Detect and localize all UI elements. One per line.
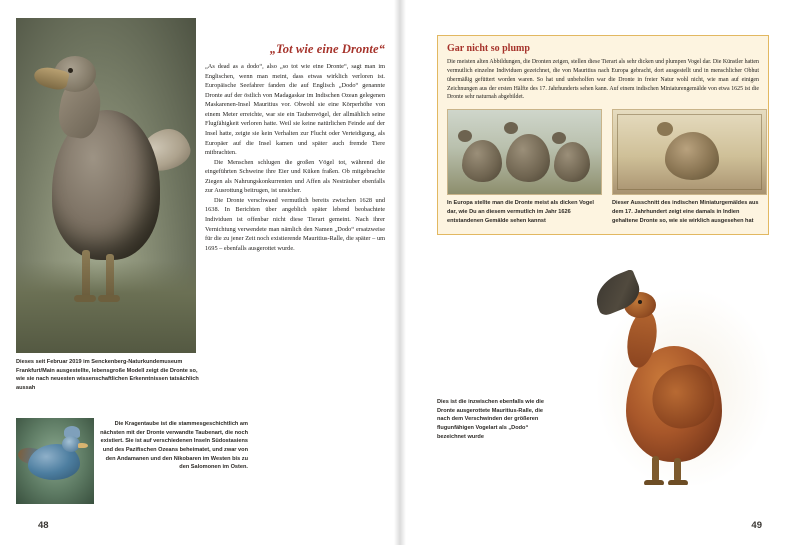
dodo-leg-right-shape (106, 254, 114, 298)
painting-dodo-head-shape (458, 130, 472, 142)
rail-foot-right-shape (668, 480, 688, 485)
infobox-figure (447, 109, 602, 225)
painting-dodo-body-shape (554, 142, 590, 182)
miniature-dodo-body-shape (665, 132, 719, 180)
painting-dodo-head-shape (504, 122, 518, 134)
dodo-leg-left-shape (82, 250, 90, 298)
pigeon-beak-shape (78, 443, 88, 448)
rail-eye-shape (638, 300, 642, 304)
dodo-foot-right-shape (98, 295, 120, 302)
indian-miniature-painting (612, 109, 767, 195)
painting-caption: Dies ist die inzwischen ebenfalls wie die Dronte ausgerottete Mauritius-Ralle, die nach dem Verschwinden der größeren flugunfähigen Vogelart als „Dodo“ bezeichnet wurde (437, 399, 544, 440)
page-title: „Tot wie eine Dronte“ (269, 42, 385, 56)
mauritius-rail-painting (580, 270, 770, 485)
figure-caption: In Europa stellte man die Dronte meist als dicken Vogel dar, wie Du an diesem vermutlich im Jahr 1626 entstandenen Gemälde sehen kannst (447, 200, 594, 224)
dodo-foot-left-shape (74, 295, 96, 302)
article-paragraph: „As dead as a dodo“, also „so tot wie eine Dronte“, sagt man im Englischen, wenn man meint, dass etwas wirklich verloren ist. Europäische Seefahrer fanden die auf Englisch „Dodo“ genannte Dronte auf der östlich von Madagaskar im Indischen Ozean gelegenen Maskarenen-Insel Mauritius vor. Obwohl sie eine Körperhöhe von einem Meter erreichte, war sie ein Taubenvögel, der allmählich seine Flugfähigkeit verloren hatte. Weil sie keine natürlichen Feinde auf der Insel hatte, zeigte sie kein Verhalten zur Flucht oder Verteidigung, als Europäer auf die Insel kamen und später auch fremde Tiere mitbrachten. (205, 63, 385, 157)
right-page (400, 0, 800, 545)
painting-dodo-body-shape (462, 140, 502, 182)
page-number-right: 49 (751, 520, 762, 531)
infobox-title: Gar nicht so plump (447, 43, 530, 54)
infobox-figure (612, 109, 767, 225)
european-dodo-painting (447, 109, 602, 195)
painting-dodo-head-shape (552, 132, 566, 144)
infobox-figures (447, 109, 759, 225)
painting-dodo-body-shape (506, 134, 550, 182)
article-paragraph: Die Menschen schlugen die großen Vögel tot, während die eingeführten Schweine ihre Eier und Küken fraßen. Ob mitgebrachte Ziegen als Nahrungskonkurrenten und Affen als Nesträuber ebenfalls zur Ausrottung beitrugen, ist unsicher. (205, 158, 385, 195)
nicobar-pigeon-photo (16, 418, 94, 504)
dodo-photo-caption: Dieses seit Februar 2019 im Senckenberg-Naturkundemuseum Frankfurt/Main ausgestellte, lebensgroße Modell zeigt die Dronte so, wie sie nach neuesten wissenschaftlichen Erkenntnissen tatsächlich aussah (16, 359, 199, 391)
dodo-eye-shape (68, 68, 73, 73)
article-paragraph: Die Dronte verschwand vermutlich bereits zwischen 1628 und 1638. In Berichten über angeblich später lebend beobachtete Individuen ist offenbar nicht diese Tierart gemeint. Nach ihrer Vernichtung verwendete man nämlich den Namen „Dodo“ ersatzweise für die zu jener Zeit noch existierende Mauritius-Ralle, die später – um 1695 – ebenfalls ausgerottet wurde. (205, 196, 385, 252)
article-body (205, 62, 385, 253)
dodo-model-photo (16, 18, 196, 353)
rail-leg-left-shape (652, 456, 659, 482)
rail-leg-right-shape (674, 458, 681, 482)
infobox (437, 35, 769, 235)
page-number-left: 48 (38, 520, 49, 531)
pigeon-photo-caption: Die Kragentaube ist die stammesgeschichtlich am nächsten mit der Dronte verwandte Taubenart, die noch existiert. Sie ist auf verschiedenen Inseln Südostasiens und des Pazifischen Ozeans beheimatet, und zwar von den Andamanen und den Nikobaren im Westen bis zu den Salomonen im Osten. (100, 421, 248, 471)
rail-foot-left-shape (644, 480, 664, 485)
figure-caption: Dieser Ausschnitt des indischen Miniaturgemäldes aus dem 17. Jahrhundert zeigt eine damals in Indien gehaltene Dronte so, wie sie wirklich ausgesehen hat (612, 200, 759, 224)
infobox-text: Die meisten alten Abbildungen, die Dronten zeigen, stellen diese Tierart als sehr dicken und plumpen Vogel dar. Die Künstler hatten vermutlich einzelne Individuen gezeichnet, die von Mauritius nach Europa gebracht, dort ausgestellt und in menschlicher Obhut übermäßig gefüttert worden waren. So hat und unbeholfen war die Dronte in freier Natur wohl nicht, wie man auf einigen Zeichnungen aus der ersten Hälfte des 17. Jahrhunderts sehen kann. Auf einem indischen Miniaturengemälde von etwa 1625 ist die Dronte sehr naturnah abgebildet. (447, 59, 759, 101)
